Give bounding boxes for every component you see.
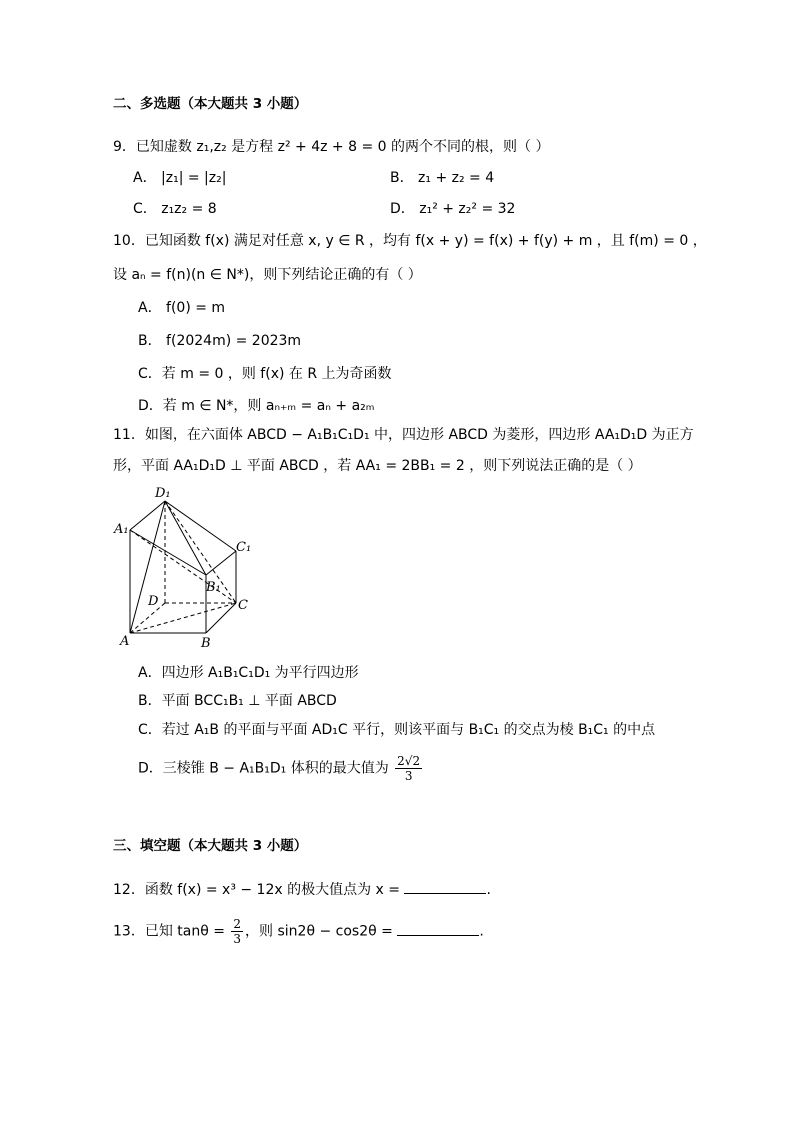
question-9-option-b: B． z₁ + z₂ = 4 xyxy=(390,170,495,186)
label-a1: A₁ xyxy=(114,522,129,537)
fraction-numerator: 2√2 xyxy=(397,754,421,768)
question-11-stem-line2: 形，平面 AA₁D₁D ⊥ 平面 ABCD ，若 AA₁ = 2BB₁ = 2 ，则下列说法正确的是（ ） xyxy=(113,458,642,474)
section-heading-fill-in: 三、填空题（本大题共 3 小题） xyxy=(113,838,308,854)
question-9-option-a: A． |z₁| = |z₂| xyxy=(133,170,227,186)
question-13-period: . xyxy=(479,923,484,940)
question-11-option-d-text: D．三棱锥 B − A₁B₁D₁ 体积的最大值为 xyxy=(138,760,389,777)
question-10-stem-line1: 10．已知函数 f(x) 满足对任意 x, y ∈ R ，均有 f(x + y) = f(x) + f(y) + m ，且 f(m) = 0 ， xyxy=(113,233,707,249)
section-heading-multiple-choice: 二、多选题（本大题共 3 小题） xyxy=(113,96,308,112)
question-10-option-d: D．若 m ∈ N*，则 aₙ₊ₘ = aₙ + a₂ₘ xyxy=(138,398,375,414)
question-10-stem-line2: 设 aₙ = f(n)(n ∈ N*)，则下列结论正确的有（ ） xyxy=(113,267,422,283)
question-11-option-b: B．平面 BCC₁B₁ ⊥ 平面 ABCD xyxy=(138,693,337,709)
question-11-stem-line1: 11．如图，在六面体 ABCD − A₁B₁C₁D₁ 中，四边形 ABCD 为菱形，四边形 AA₁D₁D 为正方 xyxy=(113,427,694,443)
hexahedron-figure xyxy=(110,485,260,655)
question-13-answer-blank[interactable] xyxy=(397,921,479,936)
question-11-option-d-fraction xyxy=(395,754,422,783)
question-12-period: . xyxy=(486,882,491,898)
question-9-option-d: D． z₁² + z₂² = 32 xyxy=(390,201,516,217)
question-11-option-a: A．四边形 A₁B₁C₁D₁ 为平行四边形 xyxy=(138,665,359,681)
fraction-denominator: 3 xyxy=(404,769,413,783)
label-a: A xyxy=(120,634,130,649)
question-10-option-c: C．若 m = 0 ，则 f(x) 在 R 上为奇函数 xyxy=(138,366,392,382)
label-b1: B₁ xyxy=(206,580,221,595)
question-9-stem: 9．已知虚数 z₁,z₂ 是方程 z² + 4z + 8 = 0 的两个不同的根，则（ ） xyxy=(113,139,550,155)
label-d: D xyxy=(148,594,159,609)
question-13-fraction xyxy=(231,917,243,946)
label-c: C xyxy=(238,598,248,613)
label-c1: C₁ xyxy=(236,540,252,555)
question-9-option-c: C． z₁z₂ = 8 xyxy=(133,201,217,217)
question-12 xyxy=(113,879,491,900)
question-13 xyxy=(113,917,484,946)
question-10-option-a: A． f(0) = m xyxy=(138,300,226,316)
question-12-stem: 12．函数 f(x) = x³ − 12x 的极大值点为 x = xyxy=(113,882,405,898)
label-b: B xyxy=(201,636,211,651)
question-13-middle: ，则 sin2θ − cos2θ = xyxy=(245,923,398,940)
question-10-option-b: B． f(2024m) = 2023m xyxy=(138,333,302,349)
label-d1: D₁ xyxy=(155,486,171,501)
fraction-numerator: 2 xyxy=(233,917,242,931)
figure-hidden-edges xyxy=(130,501,236,633)
question-12-answer-blank[interactable] xyxy=(404,879,486,894)
fraction-denominator: 3 xyxy=(233,932,242,946)
question-11-option-c: C．若过 A₁B 的平面与平面 AD₁C 平行，则该平面与 B₁C₁ 的交点为棱 B₁C₁ 的中点 xyxy=(138,722,656,738)
question-11-option-d xyxy=(138,754,424,783)
question-13-prefix: 13．已知 tanθ = xyxy=(113,923,225,940)
